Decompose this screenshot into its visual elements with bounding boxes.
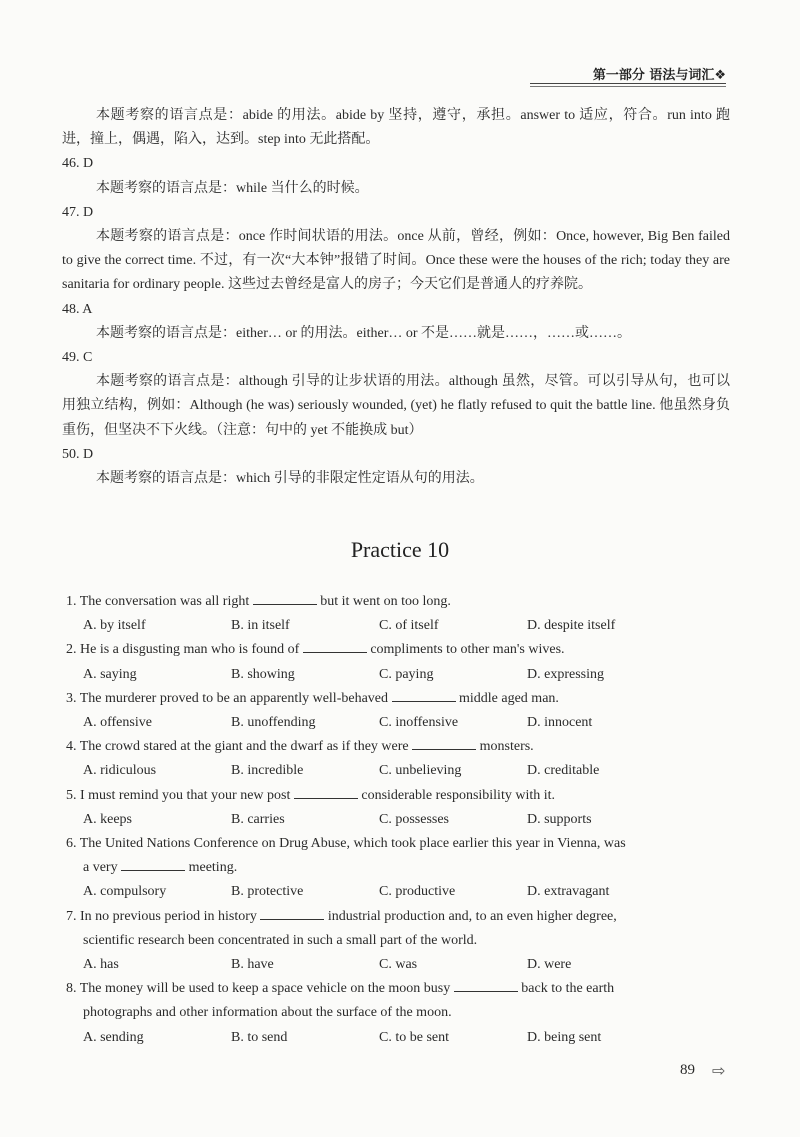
question-list: [66, 590, 732, 1050]
answer-number: 50. D: [62, 446, 94, 462]
answer-text: 本题考察的语言点是：although 引导的让步状语的用法。although 虽然，尽管。可以引导从句，也可以用独立结构，例如：Although (he was) seriously wounded, (yet) he flatly refused to quit the battle line. 他虽然身负重伤，但坚决不下火线。（注意：句中的 yet 不能换成 but）: [62, 374, 730, 438]
answer-number: 49. C: [62, 350, 93, 366]
question-stem: 8. The money will be used to keep a space vehicle on the moon busy: [66, 981, 451, 997]
question-item: [66, 832, 732, 905]
option-d: D. supports: [527, 811, 592, 827]
question-item: [66, 977, 732, 1050]
question-stem-cont: photographs and other information about the surface of the moon.: [83, 1005, 452, 1021]
option-a: A. has: [83, 957, 119, 973]
option-b: B. to send: [231, 1029, 288, 1045]
question-stem: 7. In no previous period in history: [66, 908, 257, 924]
answer-blank: [121, 857, 185, 871]
answer-text: 本题考察的语言点是：abide 的用法。abide by 坚持，遵守，承担。answer to 适应，符合。run into 跑进，撞上，偶遇，陷入，达到。step into 无此搭配。: [62, 108, 730, 148]
answer-number: 48. A: [62, 301, 93, 317]
option-c: C. was: [379, 957, 418, 973]
option-a: A. compulsory: [83, 884, 167, 900]
option-c: C. to be sent: [379, 1029, 449, 1045]
question-stem-end: industrial production and, to an even higher degree,: [327, 908, 617, 924]
question-stem-cont: a very: [83, 860, 118, 876]
option-d: D. despite itself: [527, 618, 616, 634]
answer-text: 本题考察的语言点是：while 当什么的时候。: [96, 180, 369, 196]
answer-blank: [454, 978, 518, 992]
question-stem: 6. The United Nations Conference on Drug Abuse, which took place earlier this year in Vienna, was: [66, 836, 626, 852]
question-stem-end: middle aged man.: [459, 690, 559, 706]
header-rule: [530, 83, 726, 84]
question-stem-end: but it went on too long.: [320, 594, 451, 609]
option-a: A. ridiculous: [83, 763, 157, 779]
question-item: [66, 784, 732, 832]
page-number: 89: [680, 1062, 695, 1078]
option-d: D. creditable: [527, 763, 600, 779]
option-d: D. were: [527, 957, 572, 973]
section-header: [530, 64, 726, 83]
question-stem-end: monsters.: [479, 739, 534, 755]
question-stem: 4. The crowd stared at the giant and the dwarf as if they were: [66, 739, 409, 755]
option-c: C. paying: [379, 666, 434, 682]
question-item: [66, 638, 732, 686]
answer-number: 47. D: [62, 204, 94, 220]
option-c: C. productive: [379, 884, 456, 900]
option-c: C. inoffensive: [379, 715, 459, 731]
option-c: C. possesses: [379, 811, 450, 827]
question-stem: 5. I must remind you that your new post: [66, 787, 291, 803]
option-b: B. have: [231, 957, 274, 973]
option-b: B. in itself: [231, 618, 290, 634]
option-b: B. showing: [231, 666, 295, 682]
question-item: [66, 735, 732, 783]
option-c: C. of itself: [379, 618, 439, 634]
question-stem: 3. The murderer proved to be an apparently well-behaved: [66, 690, 388, 706]
answer-text: 本题考察的语言点是：which 引导的非限定性定语从句的用法。: [96, 471, 484, 487]
answer-blank: [412, 736, 476, 750]
option-b: B. unoffending: [231, 715, 316, 731]
question-item: [66, 590, 732, 638]
option-a: A. by itself: [83, 618, 146, 634]
practice-title: Practice 10: [350, 537, 450, 562]
option-d: D. extravagant: [527, 884, 610, 900]
option-a: A. offensive: [83, 715, 152, 731]
question-stem: 1. The conversation was all right: [66, 594, 250, 609]
answer-blank: [392, 688, 456, 702]
option-c: C. unbelieving: [379, 763, 462, 779]
question-stem-end: compliments to other man's wives.: [370, 642, 565, 658]
option-b: B. carries: [231, 811, 285, 827]
option-d: D. innocent: [527, 715, 593, 731]
option-d: D. being sent: [527, 1029, 602, 1045]
question-item: [66, 687, 732, 735]
header-rule-2: [530, 86, 726, 87]
question-stem-cont: scientific research been concentrated in such a small part of the world.: [83, 932, 478, 948]
answer-text: 本题考察的语言点是：once 作时间状语的用法。once 从前，曾经，例如：Once, however, Big Ben failed to give the correct time. 不过，有一次“大本钟”报错了时间。Once these were the houses of the rich; today they are sanitaria for ordinary people. 这些过去曾经是富人的房子；今天它们是普通人的疗养院。: [62, 229, 730, 293]
answer-number: 46. D: [62, 156, 94, 172]
question-stem-end: meeting.: [188, 860, 238, 876]
answer-blank: [260, 906, 324, 920]
question-item: [66, 905, 732, 978]
question-stem: 2. He is a disgusting man who is found of: [66, 642, 300, 658]
answer-blank: [303, 639, 367, 653]
answer-blank: [294, 785, 358, 799]
section-title: 第一部分 语法与词汇❖: [592, 68, 726, 83]
option-b: B. incredible: [231, 763, 304, 779]
question-stem-end: back to the earth: [521, 981, 615, 997]
option-b: B. protective: [231, 884, 304, 900]
option-a: A. saying: [83, 666, 137, 682]
option-a: A. sending: [83, 1029, 144, 1045]
answer-blank: [253, 591, 317, 605]
option-d: D. expressing: [527, 666, 604, 682]
answer-text: 本题考察的语言点是：either… or 的用法。either… or 不是……就是……，……或……。: [96, 325, 632, 341]
answer-explanations: [62, 104, 730, 491]
option-a: A. keeps: [83, 811, 132, 827]
question-stem-end: considerable responsibility with it.: [361, 787, 556, 803]
next-page-arrow-icon: ⇨: [712, 1061, 726, 1080]
